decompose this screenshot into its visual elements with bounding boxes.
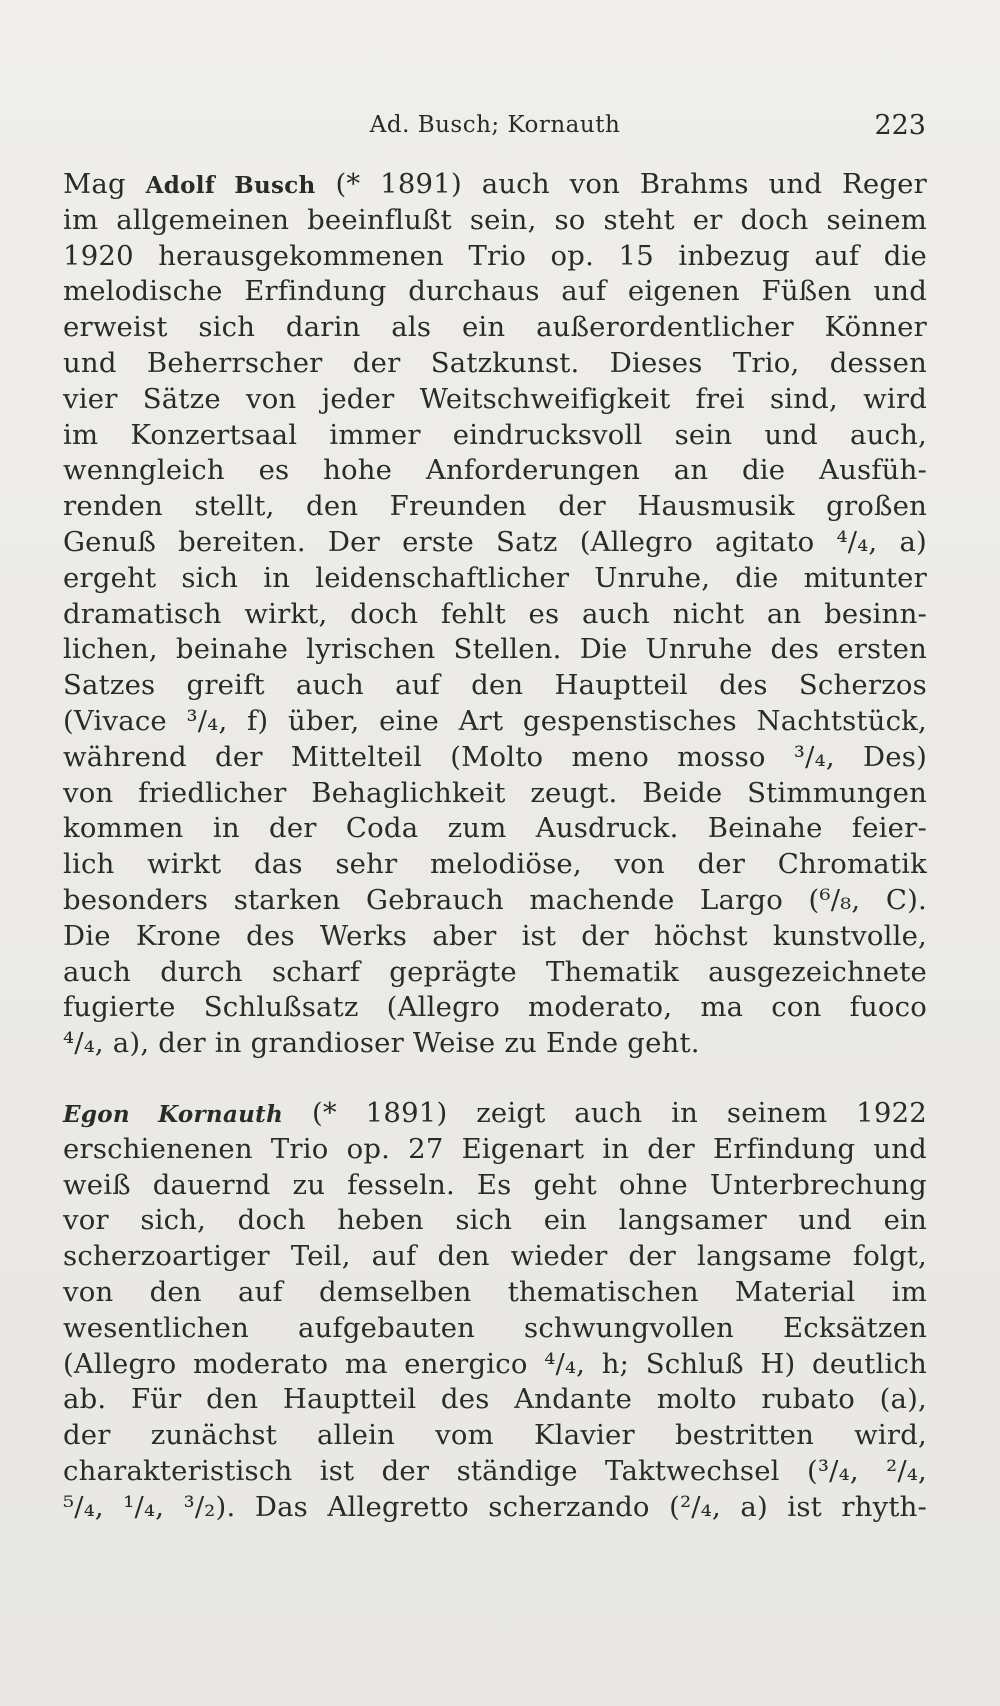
text-line: ⁴/₄, a), der in grandioser Weise zu Ende geht. <box>63 1027 700 1060</box>
composer-name: Egon Kornauth <box>63 1101 284 1128</box>
text-line: vier Sätze von jeder Weitschweifigkeit frei sind, wird <box>63 382 927 415</box>
running-title: Ad. Busch; Kornauth <box>369 112 621 138</box>
text-line: im Konzertsaal immer eindrucksvoll sein und auch, <box>63 418 927 451</box>
text-line: lich wirkt das sehr melodiöse, von der Chromatik <box>63 848 927 881</box>
text-line: der zunächst allein vom Klavier bestritten wird, <box>63 1419 927 1452</box>
text-line: (Vivace ³/₄, f) über, eine Art gespenstisches Nachtstück, <box>63 704 927 737</box>
text-line: dramatisch wirkt, doch fehlt es auch nicht an besinn- <box>63 597 927 630</box>
text-line: scherzoartiger Teil, auf den wieder der langsame folgt, <box>63 1240 927 1273</box>
text-line: erschienenen Trio op. 27 Eigenart in der Erfindung und <box>63 1132 927 1165</box>
text-line: erweist sich darin als ein außerordentlicher Könner <box>63 311 927 344</box>
page-header <box>64 112 926 144</box>
text-line: besonders starken Gebrauch machende Largo (⁶/₈, C). <box>63 883 927 916</box>
page-number: 223 <box>874 110 926 141</box>
text-line: ⁵/₄, ¹/₄, ³/₂). Das Allegretto scherzando (²/₄, a) ist rhyth- <box>63 1490 927 1523</box>
text-line: charakteristisch ist der ständige Taktwechsel (³/₄, ²/₄, <box>63 1454 927 1487</box>
text-fragment: (* 1891) zeigt auch in seinem 1922 <box>311 1097 927 1129</box>
text-line: wesentlichen aufgebauten schwungvollen Ecksätzen <box>63 1311 927 1344</box>
text-line: von friedlicher Behaglichkeit zeugt. Beide Stimmungen <box>63 776 927 809</box>
text-line: lichen, beinahe lyrischen Stellen. Die Unruhe des ersten <box>63 633 927 666</box>
text-line: weiß dauernd zu fesseln. Es geht ohne Unterbrechung <box>63 1168 927 1201</box>
text-line: 1920 herausgekommenen Trio op. 15 inbezug auf die <box>63 239 927 272</box>
text-line: Die Krone des Werks aber ist der höchst kunstvolle, <box>63 919 927 952</box>
text-line: (Allegro moderato ma energico ⁴/₄, h; Schluß H) deutlich <box>63 1347 927 1380</box>
text-line: melodische Erfindung durchaus auf eigenen Füßen und <box>63 275 927 308</box>
text-line: im allgemeinen beeinflußt sein, so steht er doch seinem <box>63 203 927 236</box>
text-line: von den auf demselben thematischen Material im <box>63 1275 927 1308</box>
text-line: ergeht sich in leidenschaftlicher Unruhe, die mitunter <box>63 561 927 594</box>
text-line: fugierte Schlußsatz (Allegro moderato, ma con fuoco <box>63 991 927 1024</box>
text-fragment: (* 1891) auch von Brahms und Reger <box>335 168 927 200</box>
text-line: Genuß bereiten. Der erste Satz (Allegro agitato ⁴/₄, a) <box>63 525 927 558</box>
text-line: während der Mittelteil (Molto meno mosso ³/₄, Des) <box>63 740 927 773</box>
composer-name: Adolf Busch <box>145 172 316 199</box>
text-line: wenngleich es hohe Anforderungen an die Ausfüh- <box>63 454 927 487</box>
paragraph-kornauth <box>63 1096 927 1526</box>
text-line: ab. Für den Hauptteil des Andante molto rubato (a), <box>63 1383 927 1416</box>
text-line: Satzes greift auch auf den Hauptteil des Scherzos <box>63 669 927 702</box>
paragraph-busch <box>63 167 927 1062</box>
text-line: auch durch scharf geprägte Thematik ausgezeichnete <box>63 955 927 988</box>
text-line <box>63 167 927 203</box>
text-line: und Beherrscher der Satzkunst. Dieses Trio, dessen <box>63 346 927 379</box>
text-line <box>63 1096 927 1132</box>
text-line: kommen in der Coda zum Ausdruck. Beinahe feier- <box>63 812 927 845</box>
text-line: vor sich, doch heben sich ein langsamer und ein <box>63 1204 927 1237</box>
text-line: renden stellt, den Freunden der Hausmusik großen <box>63 490 927 523</box>
text-fragment: Mag <box>63 168 126 200</box>
